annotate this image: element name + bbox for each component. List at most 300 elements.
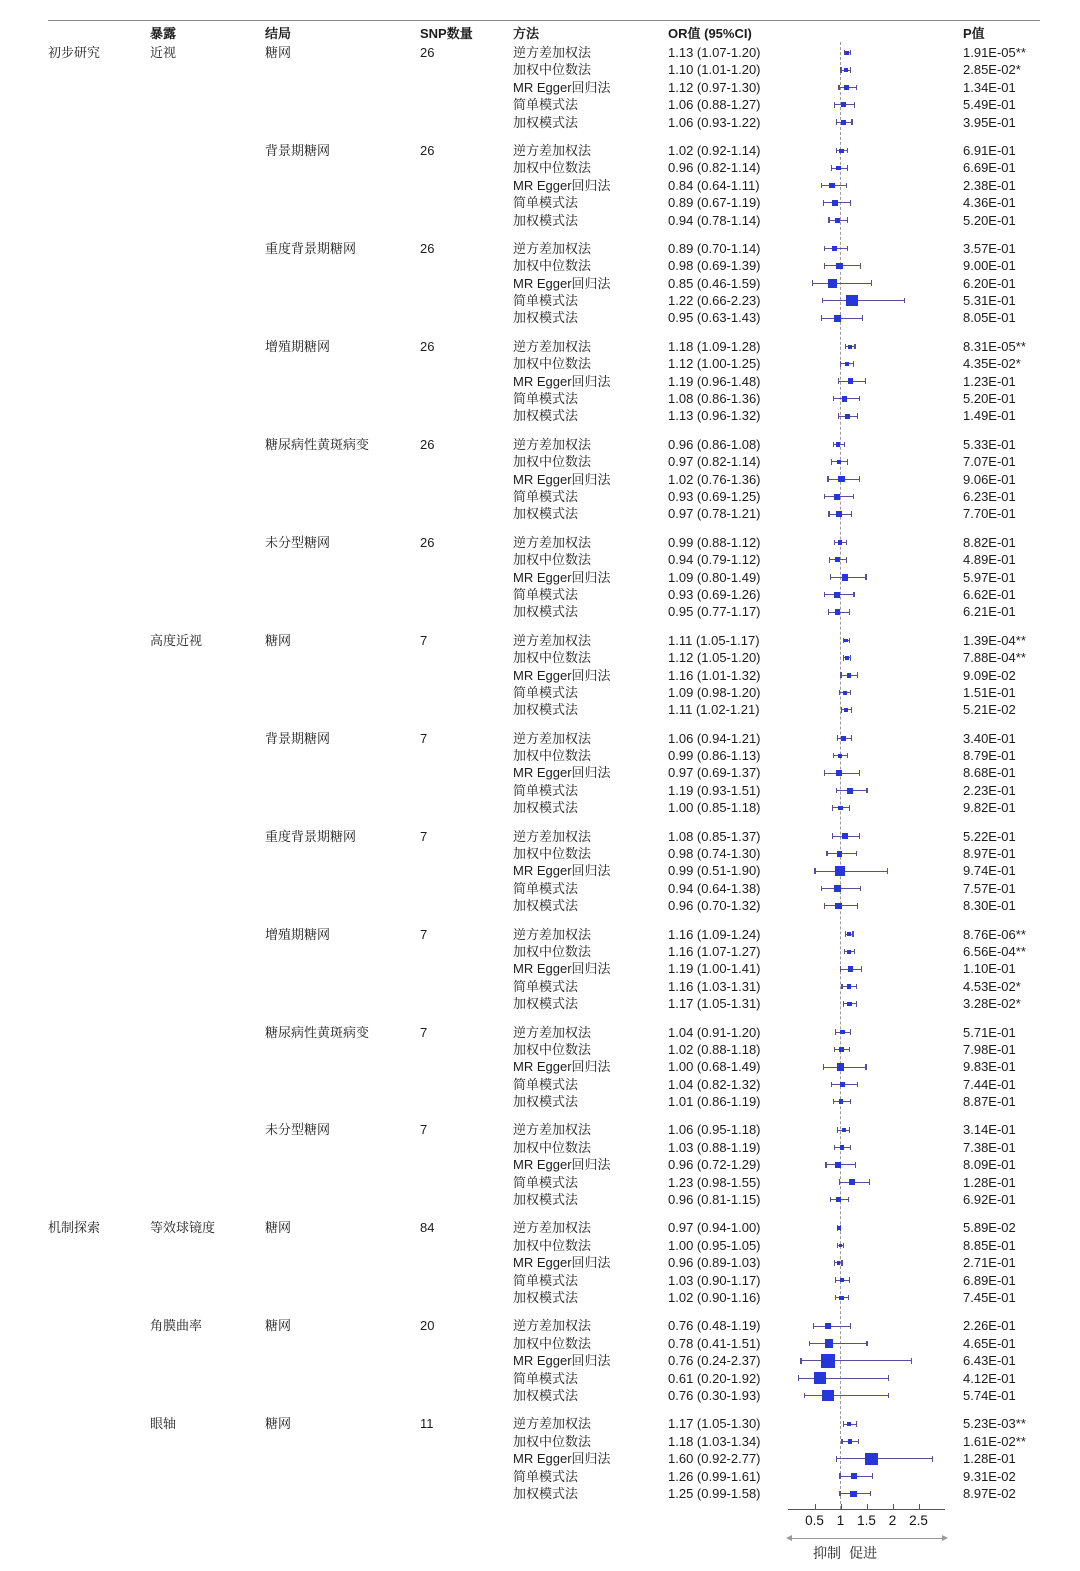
or-marker — [849, 1179, 855, 1185]
ci-cap — [838, 85, 839, 91]
or-ci-value: 1.11 (1.02-1.21) — [668, 702, 760, 718]
ci-cap — [846, 557, 847, 563]
ci-cap — [851, 511, 852, 517]
ci-cap — [845, 931, 846, 937]
or-marker — [848, 966, 853, 971]
or-ci-value: 1.16 (1.09-1.24) — [668, 926, 761, 942]
ci-cap — [824, 494, 825, 500]
ci-cap — [824, 263, 825, 269]
or-marker — [847, 1002, 851, 1006]
or-ci-value: 1.17 (1.05-1.31) — [668, 996, 761, 1012]
forest-row — [0, 1335, 1080, 1352]
ci-cap — [809, 1341, 810, 1347]
method-label: 加权模式法 — [513, 702, 579, 718]
ci-cap — [857, 672, 858, 678]
or-marker — [839, 1296, 843, 1300]
forest-row — [0, 1121, 1080, 1138]
method-label: 简单模式法 — [513, 97, 579, 113]
forest-row — [0, 880, 1080, 897]
method-label: 逆方差加权法 — [513, 926, 592, 942]
method-label: MR Egger回归法 — [513, 1157, 611, 1173]
ci-cap — [860, 263, 861, 269]
or-marker — [837, 1063, 844, 1070]
forest-row — [0, 897, 1080, 914]
method-label: 加权中位数法 — [513, 1335, 592, 1351]
method-label: 逆方差加权法 — [513, 1024, 592, 1040]
forest-row — [0, 436, 1080, 453]
p-value: 7.07E-01 — [963, 454, 1016, 470]
outcome-block — [0, 632, 1080, 719]
forest-row — [0, 1156, 1080, 1173]
outcome-label: 糖网 — [265, 632, 292, 648]
method-label: 加权模式法 — [513, 506, 579, 522]
outcome-block — [0, 730, 1080, 817]
or-marker — [842, 1128, 846, 1132]
method-label: 简单模式法 — [513, 978, 579, 994]
p-value: 2.23E-01 — [963, 782, 1016, 798]
method-label: 加权模式法 — [513, 1192, 579, 1208]
or-ci-value: 1.18 (1.03-1.34) — [668, 1433, 761, 1449]
forest-row — [0, 373, 1080, 390]
outcome-block — [0, 1024, 1080, 1111]
axis-tick — [893, 1504, 894, 1509]
forest-row — [0, 1254, 1080, 1271]
or-ci-value: 0.96 (0.70-1.32) — [668, 898, 761, 914]
ci-cap — [849, 638, 850, 644]
or-marker — [850, 1491, 856, 1497]
or-marker — [845, 656, 849, 660]
ci-cap — [859, 833, 860, 839]
method-label: 简单模式法 — [513, 1272, 579, 1288]
ci-cap — [838, 378, 839, 384]
p-value: 8.09E-01 — [963, 1157, 1016, 1173]
or-ci-value: 1.16 (1.03-1.31) — [668, 978, 761, 994]
forest-row — [0, 96, 1080, 113]
or-marker — [842, 574, 849, 581]
outcome-label: 糖网 — [265, 1318, 292, 1334]
p-value: 8.85E-01 — [963, 1237, 1016, 1253]
outcome-block — [0, 1121, 1080, 1208]
or-ci-value: 1.25 (0.99-1.58) — [668, 1485, 761, 1501]
or-ci-value: 1.10 (1.01-1.20) — [668, 62, 761, 78]
or-ci-value: 1.06 (0.94-1.21) — [668, 730, 761, 746]
method-label: 加权模式法 — [513, 996, 579, 1012]
or-ci-value: 1.08 (0.86-1.36) — [668, 391, 761, 407]
or-marker — [836, 442, 840, 446]
ci-cap — [850, 1323, 851, 1329]
ci-whisker — [813, 1326, 850, 1327]
header-exposure: 暴露 — [150, 26, 177, 41]
p-value: 1.28E-01 — [963, 1174, 1016, 1190]
or-marker — [845, 362, 849, 366]
or-marker — [835, 903, 841, 909]
method-label: 逆方差加权法 — [513, 240, 592, 256]
outcome-block — [0, 436, 1080, 523]
axis-tick-label: 1 — [836, 1513, 845, 1528]
outcome-block — [0, 1219, 1080, 1306]
ci-cap — [865, 378, 866, 384]
ci-cap — [851, 735, 852, 741]
method-label: 简单模式法 — [513, 488, 579, 504]
or-marker — [838, 806, 843, 811]
or-marker — [847, 932, 851, 936]
ci-whisker — [812, 283, 871, 284]
or-marker — [841, 736, 845, 740]
ci-cap — [849, 1047, 850, 1053]
or-ci-value: 1.19 (0.96-1.48) — [668, 373, 761, 389]
forest-row — [0, 667, 1080, 684]
ci-cap — [832, 833, 833, 839]
method-label: 加权模式法 — [513, 1485, 579, 1501]
ci-cap — [834, 1047, 835, 1053]
snp-count: 7 — [420, 1024, 428, 1040]
p-value: 7.45E-01 — [963, 1290, 1016, 1305]
p-value: 4.65E-01 — [963, 1335, 1016, 1351]
or-marker — [838, 540, 842, 544]
method-label: MR Egger回归法 — [513, 1353, 611, 1369]
method-label: MR Egger回归法 — [513, 373, 611, 389]
p-value: 3.95E-01 — [963, 114, 1016, 130]
ci-cap — [853, 592, 854, 598]
method-label: 加权中位数法 — [513, 454, 592, 470]
exposure-label: 眼轴 — [150, 1416, 177, 1432]
or-marker — [848, 345, 852, 349]
ci-cap — [854, 102, 855, 108]
p-value: 8.68E-01 — [963, 765, 1016, 781]
method-label: 加权模式法 — [513, 898, 579, 914]
or-ci-value: 1.23 (0.98-1.55) — [668, 1174, 761, 1190]
forest-row — [0, 747, 1080, 764]
ci-cap — [887, 868, 888, 874]
forest-row — [0, 453, 1080, 470]
or-marker — [844, 708, 848, 712]
p-value: 5.71E-01 — [963, 1024, 1016, 1040]
forest-row — [0, 1450, 1080, 1467]
method-label: MR Egger回归法 — [513, 765, 611, 781]
p-value: 7.44E-01 — [963, 1076, 1016, 1092]
p-value: 7.57E-01 — [963, 880, 1016, 896]
ci-cap — [828, 217, 829, 223]
method-label: 加权中位数法 — [513, 160, 592, 176]
ci-cap — [857, 413, 858, 419]
p-value: 7.88E-04** — [963, 650, 1026, 666]
forest-row — [0, 1317, 1080, 1334]
ci-cap — [834, 540, 835, 546]
ci-cap — [847, 165, 848, 171]
ci-cap — [850, 655, 851, 661]
forest-row — [0, 79, 1080, 96]
ci-cap — [860, 886, 861, 892]
forest-row — [0, 1058, 1080, 1075]
p-value: 9.31E-02 — [963, 1468, 1016, 1484]
ci-cap — [855, 1162, 856, 1168]
ci-cap — [871, 280, 872, 286]
p-value: 5.97E-01 — [963, 569, 1016, 585]
outcome-label: 背景期糖网 — [265, 730, 331, 746]
p-value: 7.70E-01 — [963, 506, 1016, 522]
ci-cap — [835, 1277, 836, 1283]
or-marker — [847, 1422, 851, 1426]
or-marker — [848, 1439, 853, 1444]
forest-row — [0, 1174, 1080, 1191]
p-value: 8.05E-01 — [963, 310, 1016, 326]
ci-cap — [821, 183, 822, 189]
or-ci-value: 1.12 (0.97-1.30) — [668, 79, 761, 95]
method-label: MR Egger回归法 — [513, 863, 611, 879]
axis-tick — [841, 1504, 842, 1509]
method-label: 逆方差加权法 — [513, 1416, 592, 1432]
forest-row — [0, 257, 1080, 274]
ci-cap — [827, 476, 828, 482]
snp-count: 7 — [420, 828, 428, 844]
or-marker — [834, 315, 841, 322]
forest-row — [0, 1041, 1080, 1058]
method-label: 简单模式法 — [513, 684, 579, 700]
ci-whisker — [824, 1067, 866, 1068]
direction-labels — [740, 1543, 950, 1563]
forest-row — [0, 684, 1080, 701]
method-label: 加权模式法 — [513, 1290, 579, 1305]
p-value: 6.69E-01 — [963, 160, 1016, 176]
table-top-rule — [48, 20, 1040, 21]
method-label: 逆方差加权法 — [513, 436, 592, 452]
ci-cap — [856, 1001, 857, 1007]
forest-row — [0, 551, 1080, 568]
forest-row — [0, 995, 1080, 1012]
or-marker — [840, 1145, 845, 1150]
or-marker — [844, 639, 848, 643]
ci-whisker — [801, 1360, 912, 1361]
forest-row — [0, 1191, 1080, 1208]
ci-cap — [872, 1473, 873, 1479]
ci-cap — [861, 966, 862, 972]
or-marker — [847, 788, 853, 794]
or-ci-value: 0.99 (0.88-1.12) — [668, 534, 761, 550]
method-label: 加权模式法 — [513, 310, 579, 326]
or-ci-value: 0.89 (0.67-1.19) — [668, 195, 761, 211]
p-value: 5.22E-01 — [963, 828, 1016, 844]
forest-row — [0, 1352, 1080, 1369]
or-ci-value: 1.19 (0.93-1.51) — [668, 782, 761, 798]
p-value: 5.89E-02 — [963, 1220, 1016, 1236]
p-value: 2.71E-01 — [963, 1255, 1016, 1271]
ci-cap — [828, 511, 829, 517]
method-label: 逆方差加权法 — [513, 338, 592, 354]
outcome-label: 未分型糖网 — [265, 534, 331, 550]
ci-cap — [833, 1099, 834, 1105]
ci-cap — [846, 183, 847, 189]
or-ci-value: 1.17 (1.05-1.30) — [668, 1416, 761, 1432]
ci-cap — [841, 707, 842, 713]
or-marker — [847, 984, 851, 988]
ci-cap — [836, 119, 837, 125]
ci-cap — [848, 1197, 849, 1203]
ci-cap — [830, 574, 831, 580]
outcome-label: 增殖期糖网 — [265, 338, 331, 354]
or-marker — [814, 1372, 826, 1384]
or-marker — [837, 1226, 840, 1229]
or-marker — [836, 166, 841, 171]
ci-cap — [812, 280, 813, 286]
ci-cap — [843, 1001, 844, 1007]
ci-cap — [824, 770, 825, 776]
ci-cap — [911, 1358, 912, 1364]
or-ci-value: 0.76 (0.48-1.19) — [668, 1318, 761, 1334]
or-ci-value: 1.22 (0.66-2.23) — [668, 293, 761, 309]
method-label: 加权中位数法 — [513, 258, 592, 274]
ci-cap — [834, 102, 835, 108]
or-ci-value: 1.12 (1.05-1.20) — [668, 650, 761, 666]
or-ci-value: 1.11 (1.05-1.17) — [668, 632, 760, 648]
method-label: 简单模式法 — [513, 586, 579, 602]
outcome-label: 未分型糖网 — [265, 1122, 331, 1138]
forest-row — [0, 978, 1080, 995]
or-marker — [837, 851, 843, 857]
ci-cap — [857, 1082, 858, 1088]
snp-count: 7 — [420, 632, 428, 648]
method-label: 加权中位数法 — [513, 650, 592, 666]
outcome-label: 重度背景期糖网 — [265, 240, 357, 256]
or-ci-value: 1.02 (0.88-1.18) — [668, 1041, 761, 1057]
forest-row — [0, 309, 1080, 326]
or-ci-value: 0.95 (0.63-1.43) — [668, 310, 761, 326]
forest-row — [0, 488, 1080, 505]
or-marker — [841, 102, 846, 107]
p-value: 4.53E-02* — [963, 978, 1021, 994]
ci-cap — [800, 1358, 801, 1364]
or-ci-value: 0.99 (0.86-1.13) — [668, 748, 761, 764]
or-marker — [842, 396, 848, 402]
forest-row — [0, 407, 1080, 424]
ci-cap — [843, 1421, 844, 1427]
ci-cap — [846, 540, 847, 546]
forest-row — [0, 142, 1080, 159]
method-label: 加权中位数法 — [513, 1237, 592, 1253]
ci-cap — [832, 805, 833, 811]
ci-cap — [840, 672, 841, 678]
header-snp-count: SNP数量 — [420, 26, 473, 41]
or-marker — [822, 1390, 833, 1401]
method-label: 简单模式法 — [513, 293, 579, 309]
or-ci-value: 0.96 (0.82-1.14) — [668, 160, 761, 176]
forest-row — [0, 1433, 1080, 1450]
ci-cap — [822, 298, 823, 304]
p-value: 1.28E-01 — [963, 1451, 1016, 1467]
p-value: 3.28E-02* — [963, 996, 1021, 1012]
p-value: 6.62E-01 — [963, 586, 1016, 602]
ci-cap — [888, 1375, 889, 1381]
or-marker — [836, 1197, 841, 1202]
p-value: 8.76E-06** — [963, 926, 1026, 942]
ci-whisker — [836, 1458, 932, 1459]
or-marker — [834, 592, 840, 598]
forest-row — [0, 1370, 1080, 1387]
p-value: 8.97E-02 — [963, 1485, 1016, 1501]
ci-cap — [821, 315, 822, 321]
ci-whisker — [821, 318, 863, 319]
or-marker — [839, 1244, 843, 1248]
ci-cap — [823, 1064, 824, 1070]
header-or-ci: OR值 (95%CI) — [668, 26, 752, 41]
ci-cap — [839, 1491, 840, 1497]
forest-row — [0, 471, 1080, 488]
or-ci-value: 1.02 (0.76-1.36) — [668, 471, 761, 487]
method-label: 加权中位数法 — [513, 846, 592, 862]
ci-cap — [850, 200, 851, 206]
ci-cap — [854, 344, 855, 350]
method-label: MR Egger回归法 — [513, 471, 611, 487]
ci-cap — [856, 984, 857, 990]
ci-cap — [837, 735, 838, 741]
ci-cap — [849, 805, 850, 811]
or-ci-value: 0.94 (0.79-1.12) — [668, 552, 761, 568]
p-value: 9.00E-01 — [963, 258, 1016, 274]
snp-count: 7 — [420, 730, 428, 746]
or-ci-value: 0.76 (0.24-2.37) — [668, 1353, 761, 1369]
ci-cap — [831, 459, 832, 465]
or-marker — [825, 1323, 832, 1330]
p-value: 8.31E-05** — [963, 338, 1026, 354]
forest-row — [0, 1272, 1080, 1289]
or-marker — [836, 770, 843, 777]
or-ci-value: 0.94 (0.78-1.14) — [668, 212, 761, 228]
or-ci-value: 1.03 (0.88-1.19) — [668, 1139, 761, 1155]
snp-count: 11 — [420, 1416, 434, 1432]
forest-row — [0, 355, 1080, 372]
forest-row — [0, 730, 1080, 747]
ci-cap — [862, 315, 863, 321]
method-label: 逆方差加权法 — [513, 534, 592, 550]
p-value: 7.98E-01 — [963, 1041, 1016, 1057]
outcome-label: 重度背景期糖网 — [265, 828, 357, 844]
method-label: MR Egger回归法 — [513, 961, 611, 977]
ci-cap — [831, 1082, 832, 1088]
or-marker — [835, 609, 840, 614]
ci-whisker — [815, 871, 887, 872]
p-value: 1.49E-01 — [963, 408, 1016, 424]
ci-cap — [835, 1295, 836, 1301]
forest-row — [0, 1024, 1080, 1041]
or-ci-value: 1.16 (1.07-1.27) — [668, 943, 761, 959]
p-value: 9.09E-02 — [963, 667, 1016, 683]
or-marker — [837, 1261, 841, 1265]
outcome-block — [0, 828, 1080, 915]
ci-cap — [821, 886, 822, 892]
method-label: 加权模式法 — [513, 212, 579, 228]
method-label: 简单模式法 — [513, 1370, 579, 1386]
ci-cap — [840, 966, 841, 972]
ci-cap — [904, 298, 905, 304]
method-label: MR Egger回归法 — [513, 1059, 611, 1075]
ci-cap — [813, 1323, 814, 1329]
ci-cap — [849, 1277, 850, 1283]
ci-cap — [870, 1491, 871, 1497]
or-ci-value: 1.04 (0.82-1.32) — [668, 1076, 761, 1092]
ci-cap — [850, 67, 851, 73]
forest-row — [0, 1237, 1080, 1254]
ci-cap — [848, 1295, 849, 1301]
p-value: 5.31E-01 — [963, 293, 1016, 309]
method-label: 逆方差加权法 — [513, 1220, 592, 1236]
forest-row — [0, 390, 1080, 407]
or-marker — [837, 460, 842, 465]
snp-count: 26 — [420, 534, 435, 550]
forest-row — [0, 586, 1080, 603]
or-ci-value: 0.93 (0.69-1.25) — [668, 488, 761, 504]
or-ci-value: 0.89 (0.70-1.14) — [668, 240, 761, 256]
ci-cap — [850, 1029, 851, 1035]
or-marker — [838, 476, 844, 482]
